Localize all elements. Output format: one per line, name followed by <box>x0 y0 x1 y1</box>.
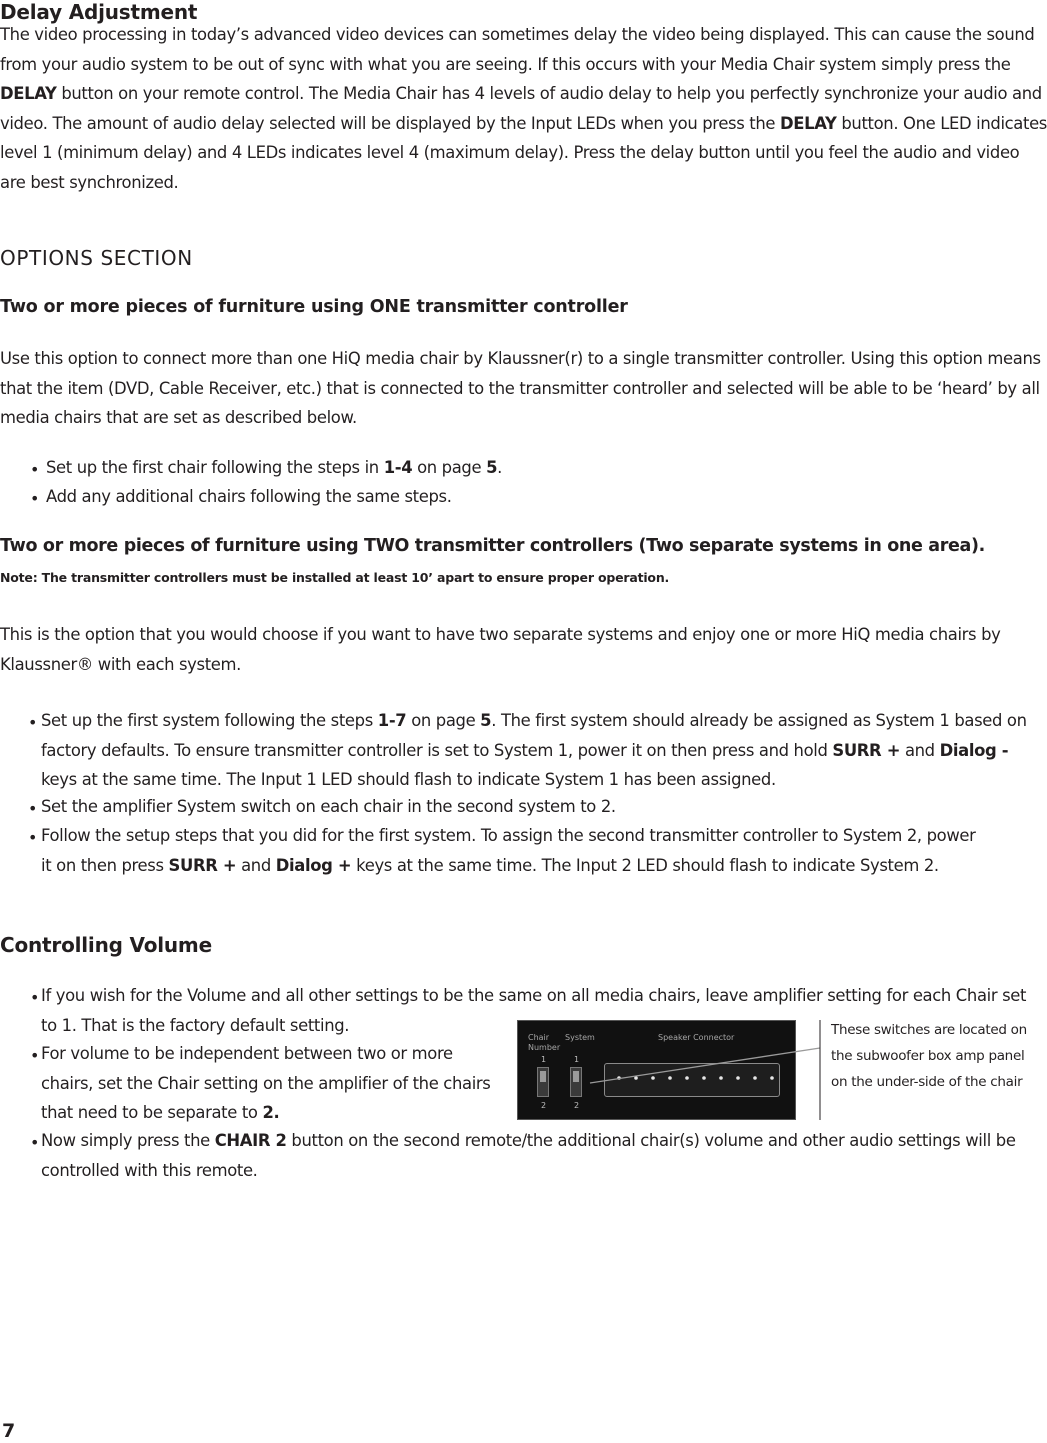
one-bullet-2: Add any additional chairs following the same steps. <box>46 487 452 506</box>
system-switch-1-label: 1 <box>574 1055 580 1064</box>
volume-heading: Controlling Volume <box>0 933 212 957</box>
two-bullet-1: Set up the first system following the steps 1-7 on page 5. The first system should already be assigned as System 1 based on factory defaults. To ensure transmitter controller is set to System 1, power it on then press and hold SURR + and Dialog - keys at the same time. The Input 1 LED should flash to indicate System 1 has been assigned. <box>41 711 1027 789</box>
one-transmitter-heading: Two or more pieces of furniture using ONE transmitter controller <box>0 297 628 317</box>
two-transmitter-note: Note: The transmitter controllers must be installed at least 10’ apart to ensure proper operation. <box>0 570 670 585</box>
panel-caption: These switches are located on the subwoofer box amp panel on the under-side of the chair <box>831 1022 1027 1090</box>
bullet-dot: • <box>28 828 38 847</box>
volume-bullet-3: Now simply press the CHAIR 2 button on the second remote/the additional chair(s) volume and other audio settings will be controlled with this remote. <box>41 1131 1016 1180</box>
bullet-dot: • <box>28 799 38 818</box>
speaker-connector-label: Speaker Connector <box>658 1033 735 1042</box>
bullet-dot: • <box>28 713 38 732</box>
system-label: System <box>565 1033 595 1042</box>
one-transmitter-paragraph: Use this option to connect more than one HiQ media chair by Klaussner(r) to a single transmitter controller. Using this option means that the item (DVD, Cable Receiver, etc.) that is connected to the transmitter controller and selected will be able to be ‘heard’ by all media chairs that are set as described below. <box>0 349 1041 427</box>
chair-switch-2-label: 2 <box>541 1101 547 1110</box>
bullet-dot: • <box>30 1133 40 1152</box>
bullet-dot: • <box>30 988 40 1007</box>
two-bullet-2: Set the amplifier System switch on each chair in the second system to 2. <box>41 797 616 816</box>
bullet-dot: • <box>30 460 40 479</box>
delay-paragraph: The video processing in today’s advanced video devices can sometimes delay the video being displayed. This can cause the sound from your audio system to be out of sync with what you are seeing. If this occurs with your Media Chair system simply press the DELAY button on your remote control. The Media Chair has 4 levels of audio delay to help you perfectly synchronize your audio and video. The amount of audio delay selected will be displayed by the Input LEDs when you press the DELAY button. One LED indicates level 1 (minimum delay) and 4 LEDs indicates level 4 (maximum delay). Press the delay button until you feel the audio and video are best synchronized. <box>0 25 1047 192</box>
volume-bullet-2: For volume to be independent between two or more chairs, set the Chair setting on the amplifier of the chairs that need to be separate to 2. <box>41 1044 491 1122</box>
page-number: 7 <box>2 1420 16 1442</box>
bullet-dot: • <box>30 1046 40 1065</box>
volume-bullet-1: If you wish for the Volume and all other settings to be the same on all media chairs, leave amplifier setting for each Chair set to 1. That is the factory default setting. <box>41 986 1027 1035</box>
two-transmitter-paragraph: This is the option that you would choose if you want to have two separate systems and enjoy one or more HiQ media chairs by Klaussner® with each system. <box>0 625 1001 674</box>
chair-switch-1-label: 1 <box>541 1055 547 1064</box>
chair-number-label: Chair Number <box>528 1033 561 1052</box>
two-transmitter-heading: Two or more pieces of furniture using TWO transmitter controllers (Two separate systems in one area). <box>0 536 985 556</box>
two-bullet-3: Follow the setup steps that you did for the first system. To assign the second transmitter controller to System 2, power it on then press SURR + and Dialog + keys at the same time. The Input 2 LED should flash to indicate System 2. <box>41 826 976 875</box>
delay-heading: Delay Adjustment <box>0 0 198 24</box>
bullet-dot: • <box>30 489 40 508</box>
options-heading: OPTIONS SECTION <box>0 246 193 270</box>
one-bullet-1: Set up the first chair following the steps in 1-4 on page 5. <box>46 458 503 477</box>
system-switch-2-label: 2 <box>574 1101 580 1110</box>
